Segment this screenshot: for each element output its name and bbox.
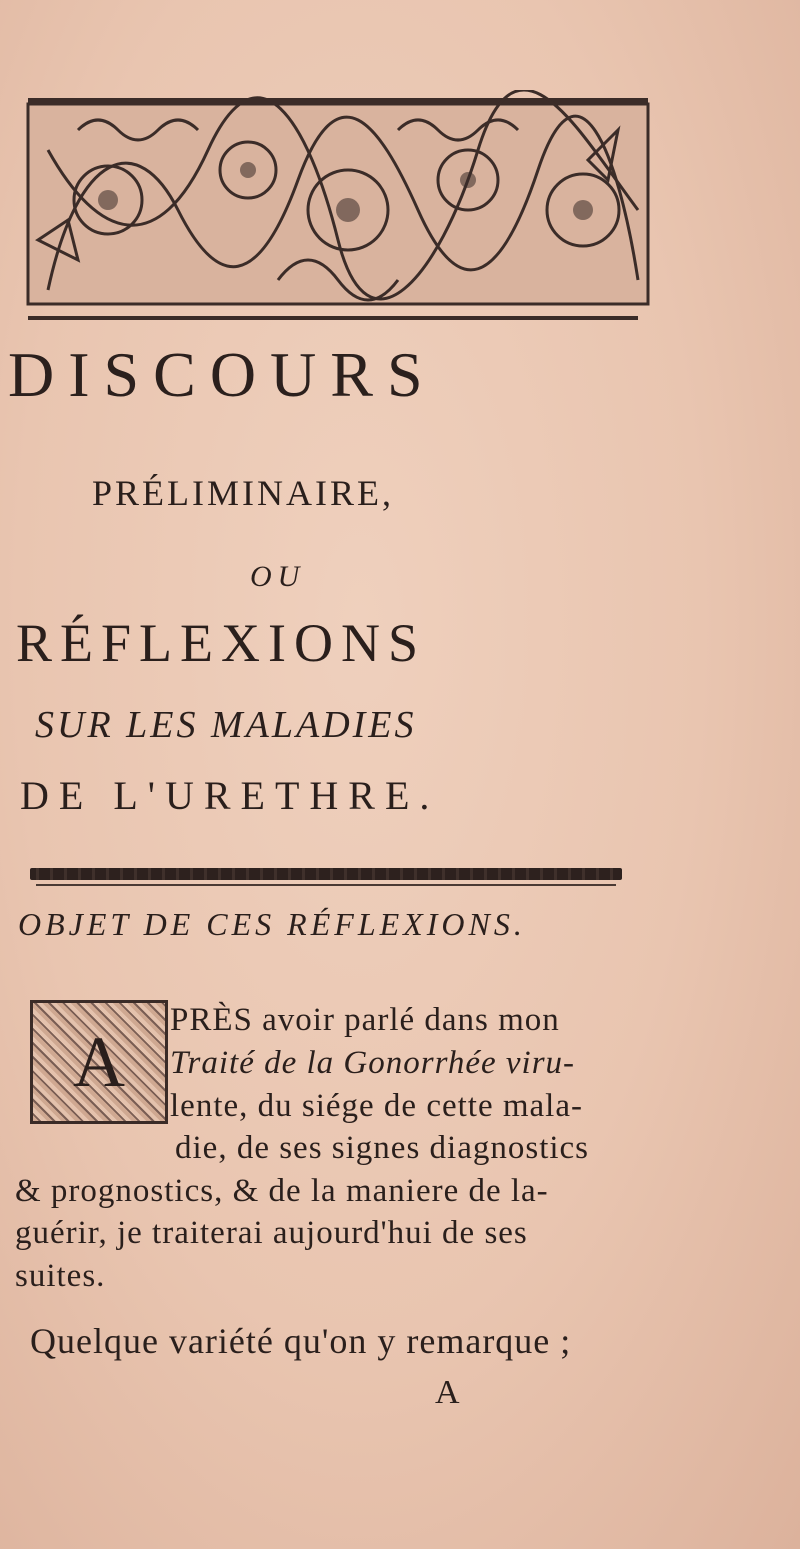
title-sur-les-maladies: SUR LES MALADIES [35, 704, 417, 746]
body-line: PRÈS avoir parlé dans mon [170, 1002, 560, 1038]
body-line: die, de ses signes diagnostics [175, 1130, 590, 1166]
body-line: Traité de la Gonorrhée viru- [170, 1045, 576, 1081]
divider [36, 884, 616, 886]
section-heading: OBJET DE CES RÉFLEXIONS. [18, 906, 526, 942]
title-de-l-urethre: DE L'URETHRE. [20, 773, 440, 818]
title-discours: DISCOURS [8, 339, 437, 410]
catchword: A [435, 1374, 461, 1411]
body-line: lente, du siége de cette mala- [170, 1088, 583, 1124]
ornamental-headpiece [18, 90, 658, 320]
drop-cap-letter: A [73, 1021, 125, 1102]
body-line: Quelque variété qu'on y remarque ; [30, 1321, 572, 1361]
body-line: suites. [15, 1258, 106, 1294]
headpiece-bottom-rule [28, 316, 638, 320]
title-reflexions: RÉFLEXIONS [16, 613, 427, 673]
body-line: guérir, je traiterai aujourd'hui de ses [15, 1215, 528, 1251]
ornamental-rule [30, 868, 622, 880]
title-ou: OU [250, 560, 306, 593]
body-line: & prognostics, & de la maniere de la- [15, 1173, 549, 1209]
title-preliminaire: PRÉLIMINAIRE, [92, 473, 394, 513]
ornamental-drop-cap [30, 1000, 168, 1124]
